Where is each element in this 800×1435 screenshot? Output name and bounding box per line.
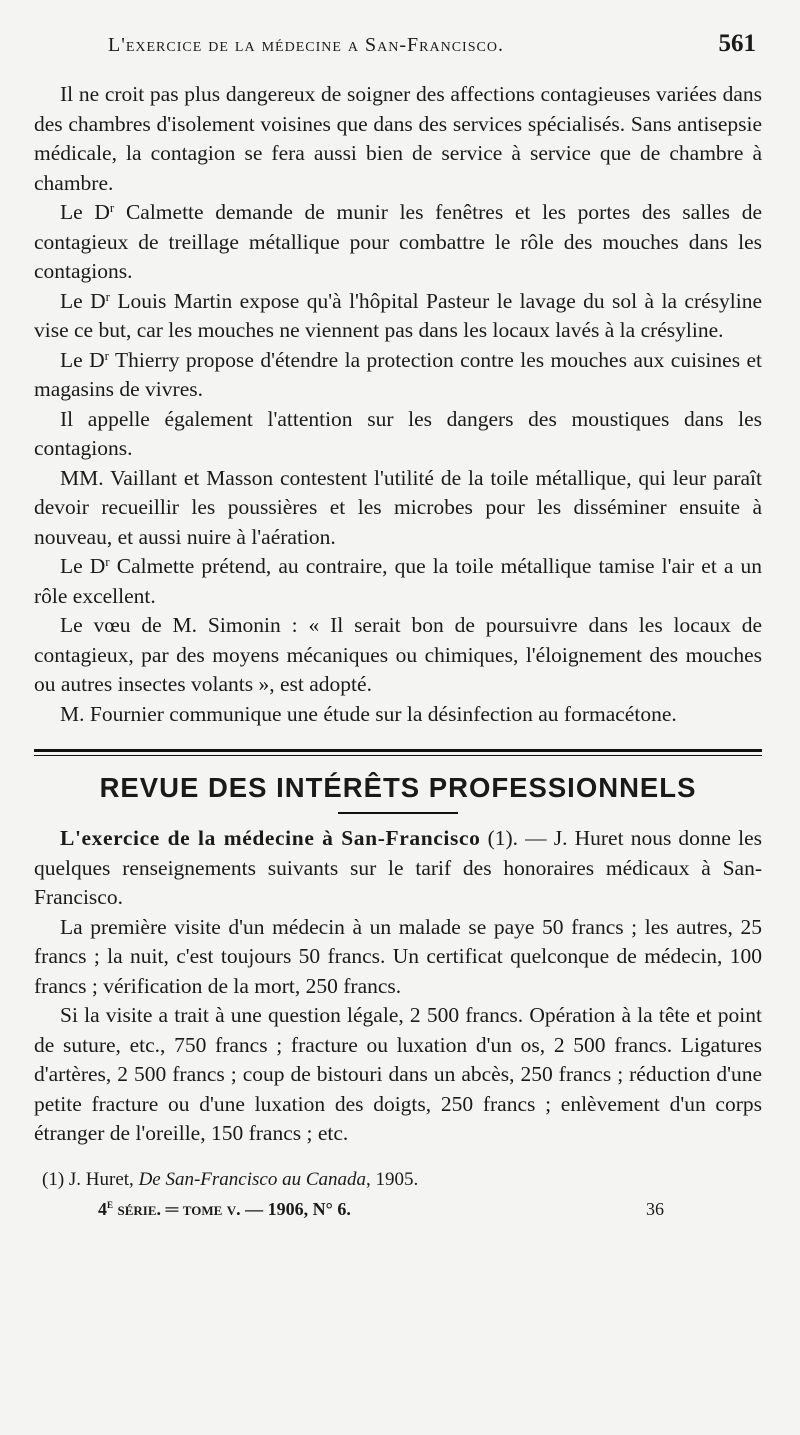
paragraph: Si la visite a trait à une question légale, 2 500 francs. Opération à la tête et point de suture, etc., 750 francs ; fracture ou luxation d'un os, 2 500 francs. Ligatures d'artères, 2 500 francs ; coup de bistouri dans un abcès, 250 francs ; réduction d'une petite fracture ou d'une luxation des doigts, 250 francs ; enlèvement d'un corps étranger de l'oreille, 150 francs ; etc. [34, 1003, 762, 1145]
paragraph: La première visite d'un médecin à un malade se paye 50 francs ; les autres, 25 francs ; la nuit, c'est toujours 50 francs. Un certificat quelconque de médecin, 100 francs ; vérification de la mort, 250 francs. [34, 914, 762, 998]
paragraph: Il ne croit pas plus dangereux de soigner des affections contagieuses variées dans des chambres d'isolement voisines que dans des services spécialisés. Sans antisepsie médicale, la contagion se fera aussi bien de service à service que de chambre à chambre. [34, 82, 762, 195]
running-title: L'exercice de la médecine a San-Francisco. [108, 34, 504, 56]
paragraph [34, 287, 762, 346]
paragraph-text: Thierry propose d'étendre la protection contre les mouches aux cuisines et magasins de vivres. [34, 347, 762, 401]
doctor-prefix: Le D [60, 288, 106, 313]
paragraph-text: Calmette demande de munir les fenêtres et les portes des salles de contagieux de treillage métallique pour combattre le rôle des mouches dans les contagions. [34, 200, 763, 283]
section-title: REVUE DES INTÉRÊTS PROFESSIONNELS [99, 772, 697, 803]
footnote [34, 1167, 762, 1193]
title-underline [338, 812, 458, 814]
article-lead-text: — J. Huret nous donne les quelques renseignements suivants sur le tarif des honoraires médicaux à San-Francisco. [34, 826, 762, 909]
series-sup: e [107, 1195, 114, 1211]
paragraph [34, 346, 762, 405]
page-footer [34, 1195, 762, 1220]
doctor-prefix: Le D [60, 554, 106, 578]
footnote-marker: (1) J. Huret, [42, 1168, 139, 1190]
doctor-prefix-sup: r [109, 200, 115, 215]
doctor-prefix-sup: r [105, 288, 110, 304]
running-head [34, 30, 762, 80]
page-number: 561 [718, 30, 756, 57]
article-lead [34, 824, 762, 913]
paragraph [34, 198, 762, 287]
doctor-prefix-sup: r [105, 554, 110, 569]
paragraph [34, 552, 762, 611]
footnote-year: , 1905. [366, 1168, 419, 1190]
section-divider [34, 749, 762, 756]
article-title: L'exercice de la médecine à San-Francisco [60, 826, 481, 850]
footnote-work-title: De San-Francisco au Canada [138, 1168, 367, 1190]
paragraph: MM. Vaillant et Masson contestent l'utilité de la toile métallique, qui leur paraît devoir recueillir les poussières et les microbes pour les disséminer ensuite à nouveau, et aussi nuire à l'aération. [34, 465, 762, 549]
signature-number: 36 [646, 1198, 664, 1219]
series-number: 4 [98, 1198, 107, 1219]
page [34, 30, 762, 1220]
paragraph-text: Louis Martin expose qu'à l'hôpital Pasteur le lavage du sol à la crésyline vise ce but, car les mouches ne viennent pas dans les locaux lavés à la crésyline. [34, 288, 762, 342]
series-rest: série. ═ tome v. — 1906, N° 6. [113, 1198, 351, 1219]
doctor-prefix: Le D [60, 200, 110, 224]
footnote-ref: (1). [487, 826, 519, 850]
series-info [98, 1195, 351, 1220]
paragraph: Il appelle également l'attention sur les dangers des moustiques dans les contagions. [34, 406, 762, 460]
paragraph: M. Fournier communique une étude sur la désinfection au formacétone. [60, 701, 677, 726]
paragraph-text: Calmette prétend, au contraire, que la toile métallique tamise l'air et a un rôle excellent. [34, 554, 763, 608]
doctor-prefix: Le D [60, 347, 105, 372]
paragraph: Le vœu de M. Simonin : « Il serait bon de poursuivre dans les locaux de contagieux, par des moyens mécaniques ou chimiques, l'éloignement des mouches ou autres insectes volants », est adopté. [34, 613, 762, 696]
doctor-prefix-sup: r [104, 347, 109, 363]
